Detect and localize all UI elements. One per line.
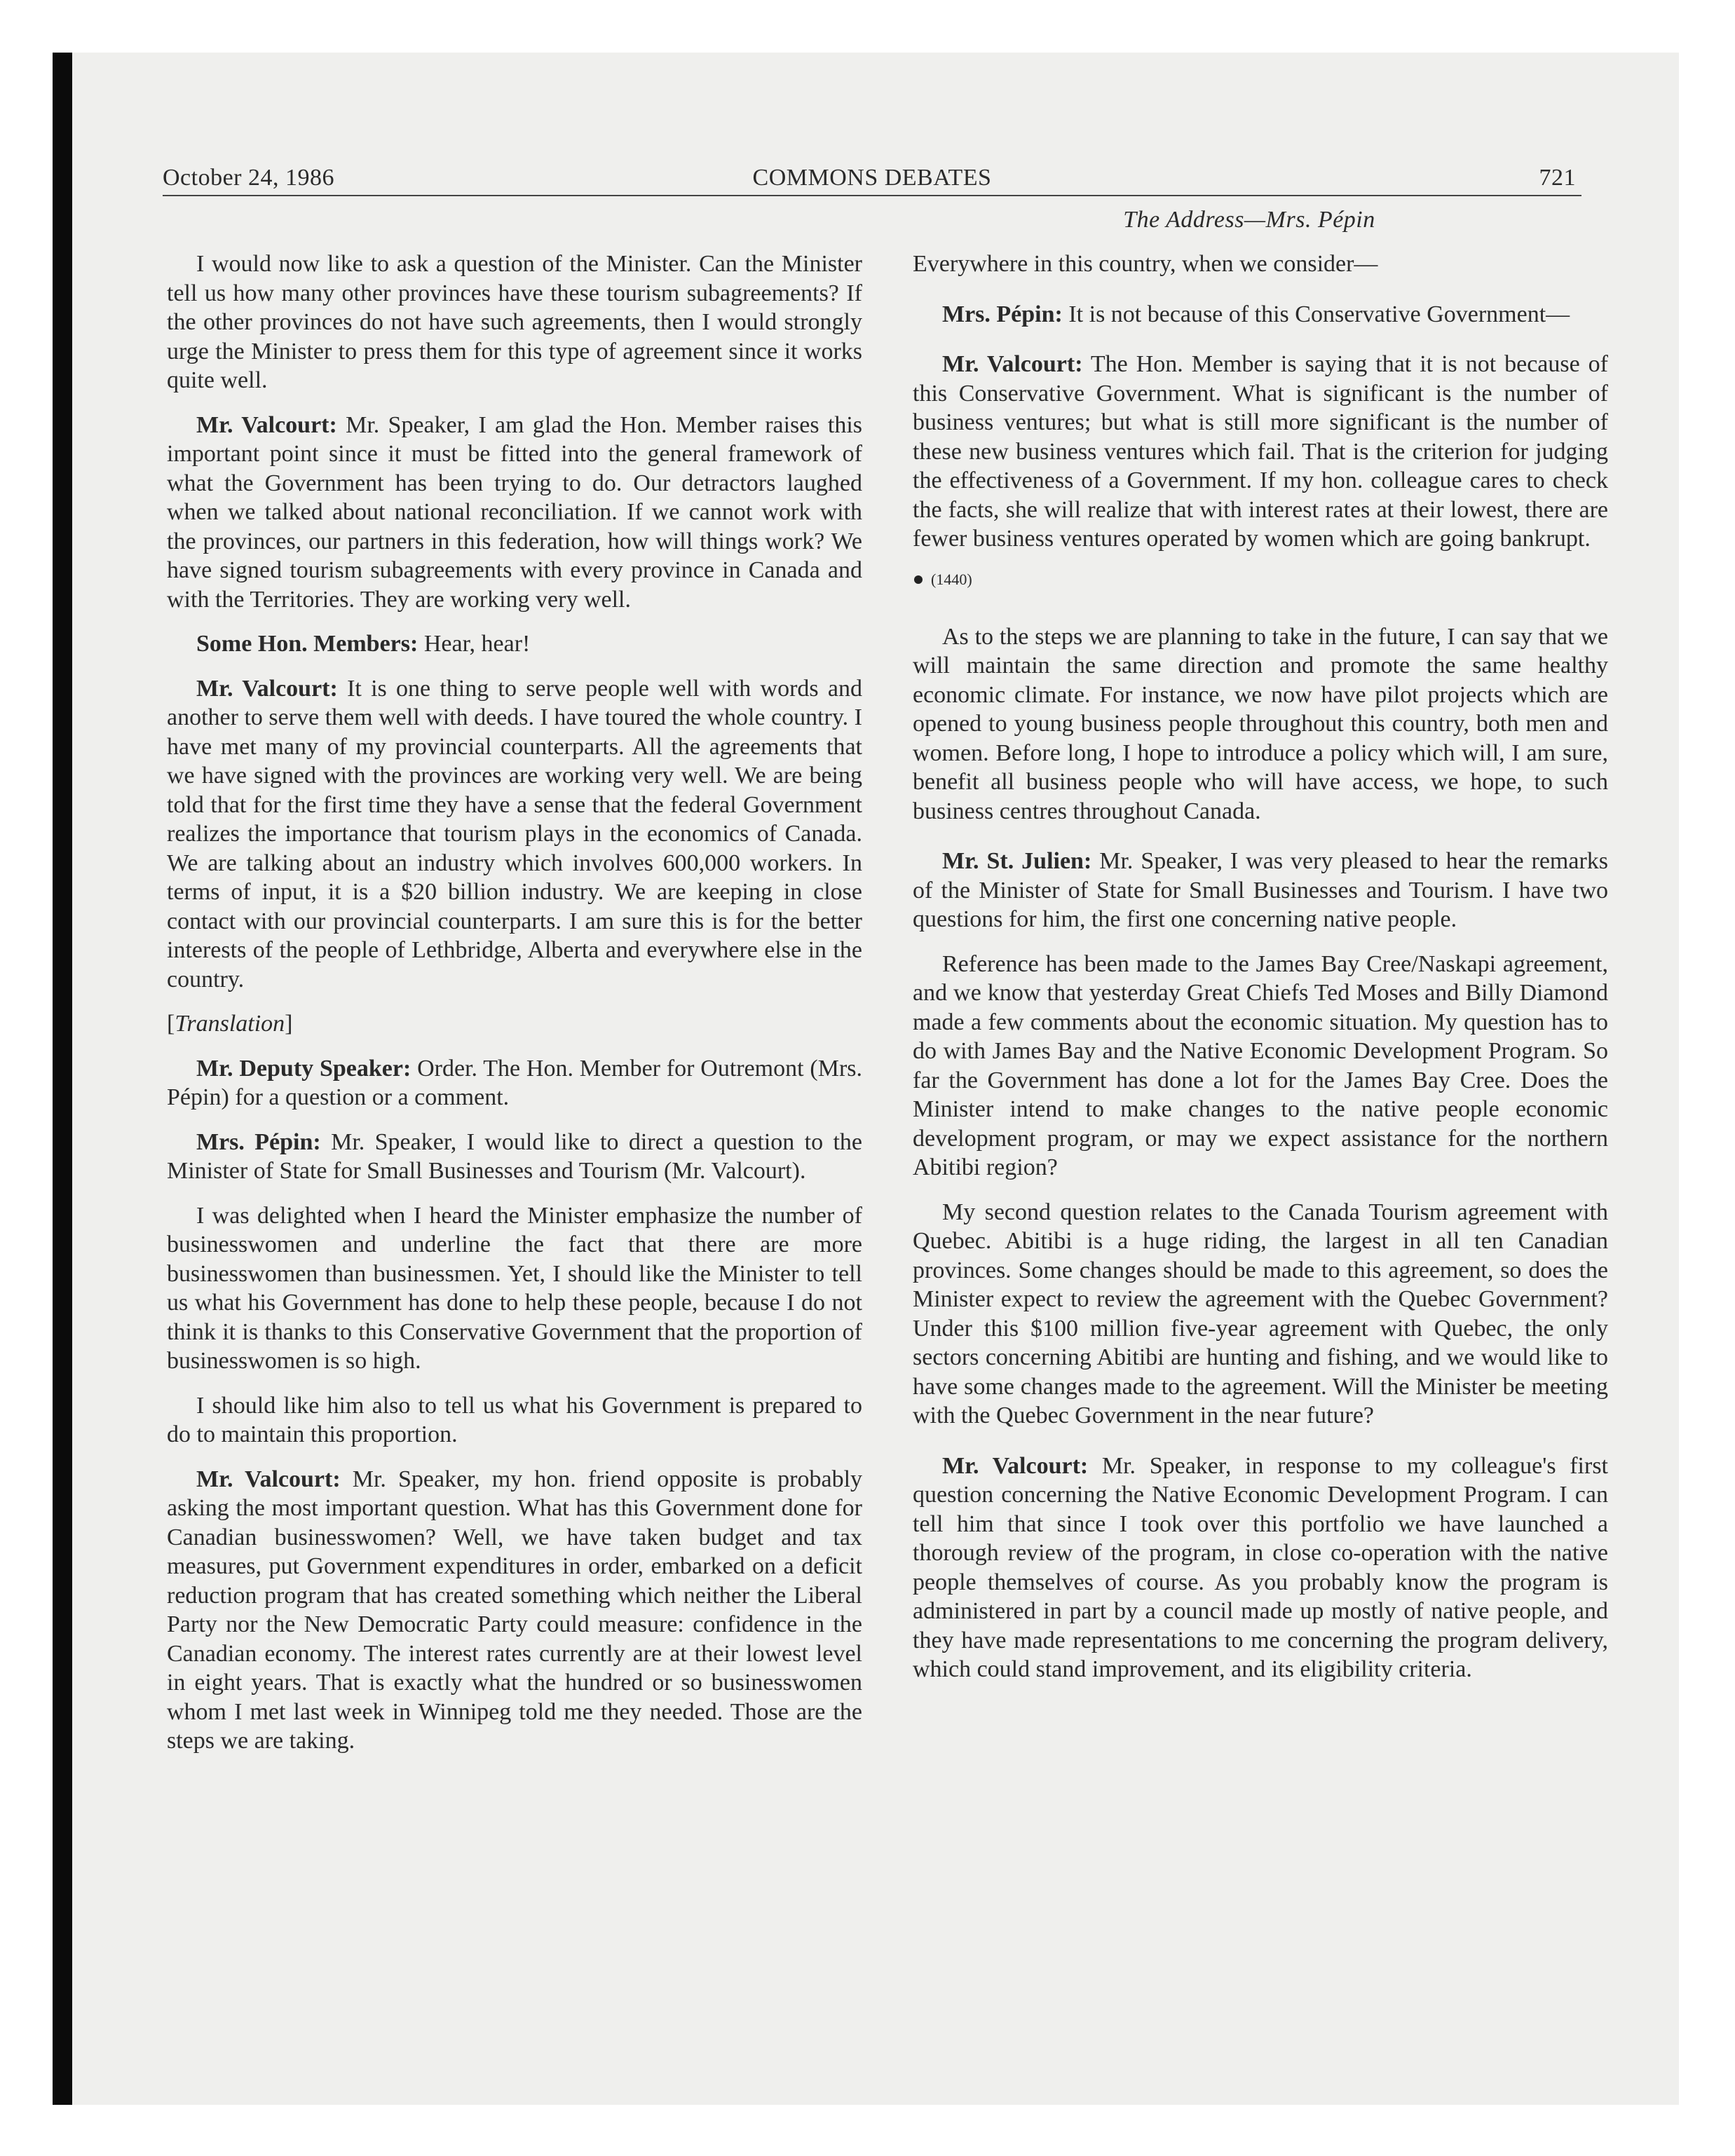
timestamp-marker xyxy=(913,569,1608,590)
speaker-name: Mrs. Pépin: xyxy=(196,1128,321,1155)
speech-paragraph xyxy=(167,411,862,615)
speech-text: Hear, hear! xyxy=(418,631,531,657)
speech-text: Mr. Speaker, I would like to direct a question to the Minister of State for Small Businesses and Tourism (Mr. Valcourt). xyxy=(167,1128,863,1184)
speaker-name: Some Hon. Members: xyxy=(196,631,419,657)
speech-paragraph xyxy=(167,1465,862,1756)
speech-text: It is not because of this Conservative Government— xyxy=(1062,301,1570,327)
speaker-name: Mr. Deputy Speaker: xyxy=(196,1055,411,1082)
header-date: October 24, 1986 xyxy=(163,165,335,191)
paragraph: My second question relates to the Canada Tourism agreement with Quebec. Abitibi is a huge riding, the largest in all ten Canadian provinces. Some changes should be made to this agreement, so does the Minister expect to review the agreement with the Quebec Government? Under this $100 million five-year agreement with Quebec, the only sectors concerning Abitibi are hunting and fishing, and we would like to have some changes made to the agreement. Will the Minister be meeting with the Quebec Government in the near future? xyxy=(913,1199,1608,1428)
speaker-name: Mr. Valcourt: xyxy=(196,411,337,438)
speech-text: Mr. Speaker, I am glad the Hon. Member raises this important point since it must be fitted into the general framework of what the Government has been trying to do. Our detractors laughed when we talked about national reconciliation. If we cannot work with the provinces, our partners in this federation, how will things work? We have signed tourism subagreements with every province in Canada and with the Territories. They are working very well. xyxy=(167,411,862,613)
speaker-name: Mr. St. Julien: xyxy=(942,848,1092,874)
speaker-name: Mr. Valcourt: xyxy=(196,1466,341,1492)
paragraph: Everywhere in this country, when we consider— xyxy=(913,251,1378,277)
page-header xyxy=(163,153,1581,196)
speech-text: Order. The Hon. Member for Outremont (Mrs. Pépin) for a question or a comment. xyxy=(167,1055,862,1110)
speech-paragraph xyxy=(913,350,1608,554)
binding-edge xyxy=(53,53,72,2105)
paragraph: Reference has been made to the James Bay Cree/Naskapi agreement, and we know that yesterday Great Chiefs Ted Moses and Billy Diamond made a few comments about the economic situation. My question has to do with James Bay and the Native Economic Development Program. So far the Government has done a lot for the James Bay Cree. Does the Minister intend to make changes to the native people economic development program, or may we expect assistance for the northern Abitibi region? xyxy=(913,950,1608,1180)
bullet-icon xyxy=(914,575,923,584)
paragraph: I was delighted when I heard the Minister emphasize the number of businesswomen and underline the fact that there are more businesswomen than businessmen. Yet, I should like the Minister to tell us what his Government has done to help these people, because I do not think it is thanks to this Conservative Government that the proportion of businesswomen is so high. xyxy=(167,1202,862,1374)
speech-text: Mr. Speaker, I was very pleased to hear the remarks of the Minister of State for Small Businesses and Tourism. I have two questions for him, the first one concerning native people. xyxy=(913,848,1609,932)
speech-text: It is one thing to serve people well with words and another to serve them well with deeds. I have toured the whole country. I have met many of my provincial counterparts. All the agreements that we have signed with the provinces are working very well. We are being told that for the first time they have a sense that the federal Government realizes the importance that tourism plays in the economics of Canada. We are talking about an industry which involves 600,000 workers. In terms of input, it is a $20 billion industry. We are keeping in close contact with our provincial counterparts. I am sure this is for the better interests of the people of Lethbridge, Alberta and everywhere else in the country. xyxy=(167,675,862,992)
speaker-name: Mr. Valcourt: xyxy=(942,1452,1089,1479)
speaker-name: Mrs. Pépin: xyxy=(942,301,1063,327)
speech-paragraph xyxy=(167,1128,862,1186)
timestamp: (1440) xyxy=(931,570,972,588)
speech-text: Mr. Speaker, in response to my colleague's first question concerning the Native Economic Development Program. I can tell him that since I took over this portfolio we have launched a thorough review of the program, in close co-operation with the native people themselves of course. As you probably know the program is administered in part by a council made up mostly of native people, and they have made representations to me concerning the program delivery, which could stand improvement, and its eligibility criteria. xyxy=(913,1452,1608,1682)
speech-paragraph xyxy=(913,847,1608,934)
paragraph: As to the steps we are planning to take in the future, I can say that we will maintain the same direction and promote the same healthy economic climate. For instance, we now have pilot projects which are opened to young business people throughout this country, both men and women. Before long, I hope to introduce a policy which will, I am sure, benefit all business people who will have access, we hope, to such business centres throughout Canada. xyxy=(913,623,1608,824)
speech-paragraph xyxy=(167,1054,862,1112)
speech-paragraph xyxy=(913,300,1608,329)
left-column xyxy=(167,250,862,1771)
page-number: 721 xyxy=(1539,165,1576,191)
speech-text: Mr. Speaker, my hon. friend opposite is probably asking the most important question. What has this Government done for Canadian businesswomen? Well, we have taken budget and tax measures, put Government expenditures in order, embarked on a deficit reduction program that has created something which neither the Liberal Party nor the New Democratic Party could measure: confidence in the Canadian economy. The interest rates currently are at their lowest level in eight years. That is exactly what the hundred or so businesswomen whom I met last week in Winnipeg told me they needed. Those are the steps we are taking. xyxy=(167,1466,863,1754)
translation-label: Translation xyxy=(175,1011,285,1037)
speech-paragraph xyxy=(167,629,862,659)
header-publication: COMMONS DEBATES xyxy=(752,165,992,191)
speech-paragraph xyxy=(167,674,862,995)
running-head: The Address—Mrs. Pépin xyxy=(1123,207,1375,233)
speaker-name: Mr. Valcourt: xyxy=(942,351,1083,377)
speaker-name: Mr. Valcourt: xyxy=(196,675,338,702)
speech-text: The Hon. Member is saying that it is not because of this Conservative Government. What is significant is the number of business ventures; but what is still more significant is the number of these new business ventures which fail. That is the criterion for judging the effectiveness of a Government. If my hon. colleague cares to check the facts, she will realize that with interest rates at their lowest, there are fewer business ventures operated by women which are going bankrupt. xyxy=(913,351,1609,552)
speech-paragraph xyxy=(913,1452,1608,1684)
translation-tag: [Translation] xyxy=(167,1011,293,1037)
paragraph: I should like him also to tell us what his Government is prepared to do to maintain this proportion. xyxy=(167,1392,862,1447)
paragraph: I would now like to ask a question of the Minister. Can the Minister tell us how many other provinces have these tourism subagreements? If the other provinces do not have such agreements, then I would strongly urge the Minister to press them for this type of agreement since it works quite well. xyxy=(167,251,862,393)
right-column xyxy=(913,250,1608,1700)
